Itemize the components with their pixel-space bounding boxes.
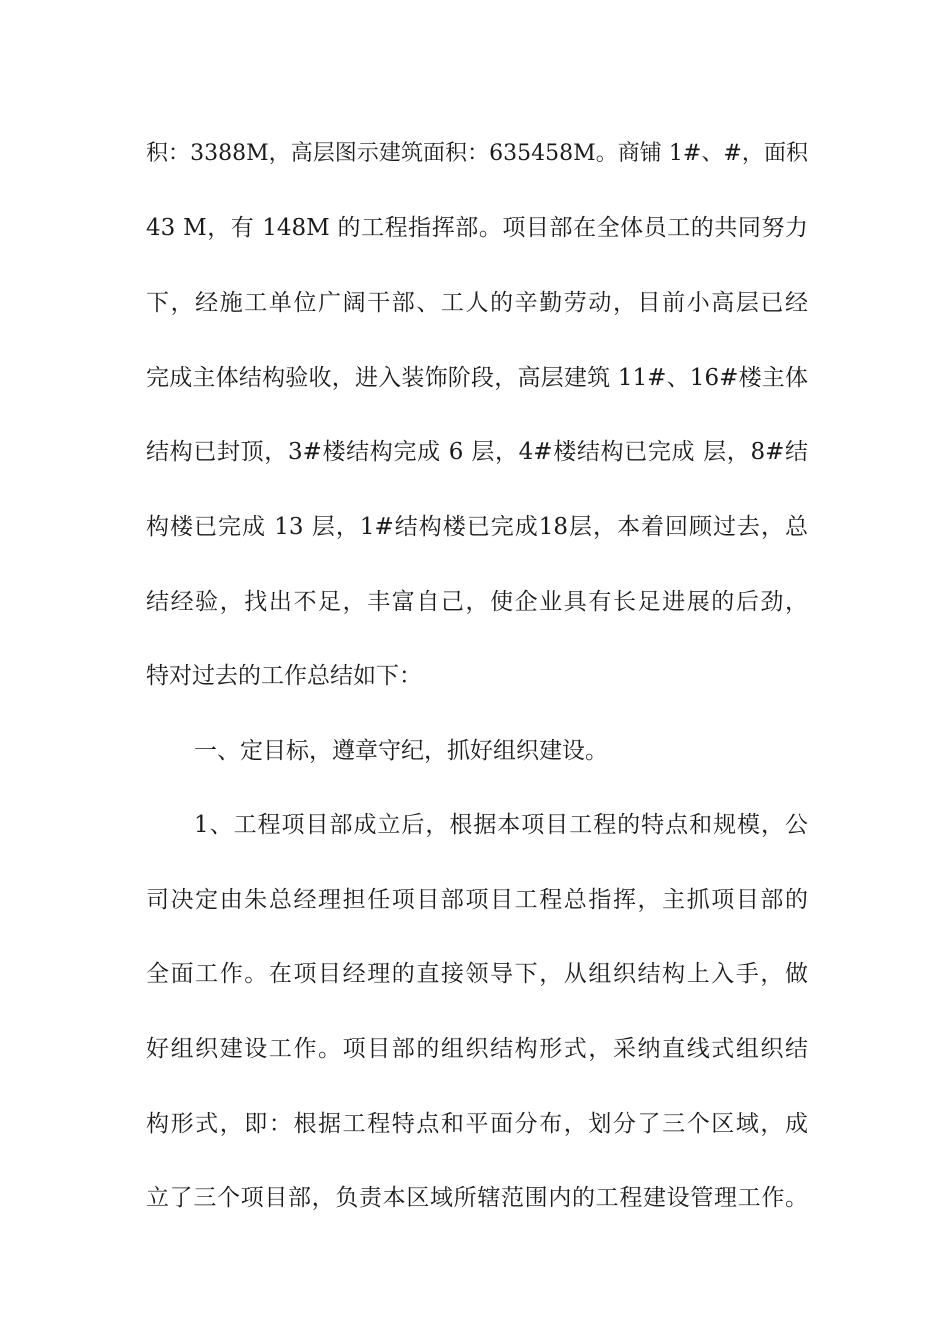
text-line: 1、工程项目部成立后，根据本项目工程的特点和规模，公 [194, 812, 808, 838]
text-line: 立了三个项目部，负责本区域所辖范围内的工程建设管理工作。 [146, 1185, 808, 1211]
section-heading: 一、定目标，遵章守纪，抓好组织建设。 [194, 738, 608, 764]
text-line: 下，经施工单位广阔干部、工人的辛勤劳动，目前小高层已经 [146, 290, 808, 316]
text-line: 好组织建设工作。项目部的组织结构形式，采纳直线式组织结 [146, 1036, 808, 1062]
text-line: 积：3388M，高层图示建筑面积：635458M。商铺 1#、#，面积 [146, 141, 808, 166]
text-line: 构楼已完成 13 层，1#结构楼已完成18层，本着回顾过去，总 [146, 514, 808, 540]
text-line: 构形式，即：根据工程特点和平面分布，划分了三个区域，成 [146, 1111, 808, 1137]
text-line: 结构已封顶，3#楼结构完成 6 层，4#楼结构已完成 层，8#结 [146, 439, 808, 465]
text-line: 全面工作。在项目经理的直接领导下，从组织结构上入手，做 [146, 961, 808, 987]
text-line: 43 M，有 148M 的工程指挥部。项目部在全体员工的共同努力 [146, 215, 808, 241]
text-line: 司决定由朱总经理担任项目部项目工程总指挥，主抓项目部的 [146, 887, 808, 913]
text-line: 结经验，找出不足，丰富自己，使企业具有长足进展的后劲， [146, 589, 808, 615]
text-line: 完成主体结构验收，进入装饰阶段，高层建筑 11#、16#楼主体 [146, 365, 808, 391]
text-line: 特对过去的工作总结如下： [146, 663, 422, 689]
